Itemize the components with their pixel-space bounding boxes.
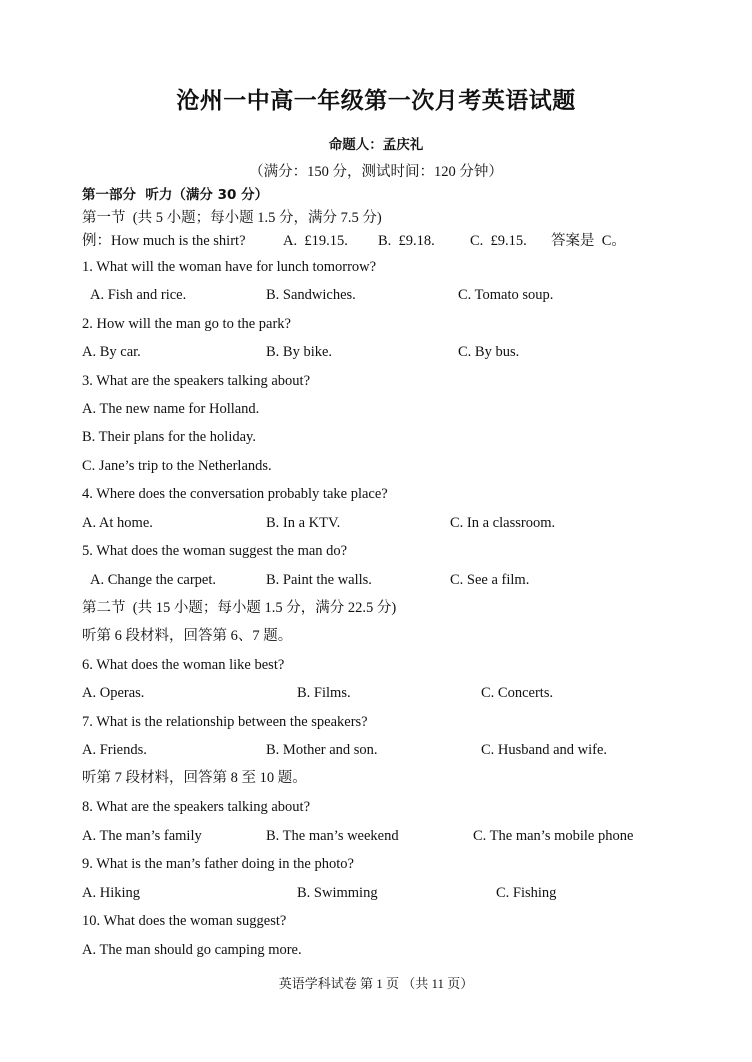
question-6: 6. What does the woman like best? (82, 657, 285, 673)
question-9: 9. What is the man’s father doing in the photo? (82, 856, 354, 872)
q8-option-a: A. The man’s family (82, 828, 202, 844)
example-option-a: A. £19.15. (283, 233, 348, 249)
q4-option-c: C. In a classroom. (450, 515, 556, 531)
q7-option-a: A. Friends. (82, 742, 147, 758)
q6-option-c: C. Concerts. (481, 685, 554, 701)
q8-option-c: C. The man’s mobile phone (473, 828, 634, 844)
q6-option-a: A. Operas. (82, 685, 145, 701)
question-1: 1. What will the woman have for lunch tomorrow? (82, 259, 377, 275)
q2-option-a: A. By car. (82, 344, 141, 360)
q4-option-a: A. At home. (82, 515, 153, 531)
example-option-b: B. £9.18. (378, 233, 435, 249)
question-3: 3. What are the speakers talking about? (82, 373, 311, 389)
section2-heading: 第二节 (共 15 小题；每小题 1.5 分，满分 22.5 分) (82, 600, 397, 616)
q3-option-a: A. The new name for Holland. (82, 401, 260, 417)
q5-option-b: B. Paint the walls. (266, 572, 372, 588)
example-option-c: C. £9.15. (470, 233, 527, 249)
q9-option-b: B. Swimming (297, 885, 378, 901)
q3-option-c: C. Jane’s trip to the Netherlands. (82, 458, 272, 474)
part1-heading: 第一部分 听力（满分 30 分） (82, 187, 269, 203)
q9-option-a: A. Hiking (82, 885, 140, 901)
q4-option-b: B. In a KTV. (266, 515, 341, 531)
page-title: 沧州一中高一年级第一次月考英语试题 (176, 88, 576, 114)
q9-option-c: C. Fishing (496, 885, 557, 901)
q1-option-a: A. Fish and rice. (90, 287, 187, 303)
author-line: 命题人：孟庆礼 (328, 137, 424, 153)
q1-option-b: B. Sandwiches. (266, 287, 356, 303)
question-2: 2. How will the man go to the park? (82, 316, 291, 332)
question-8: 8. What are the speakers talking about? (82, 799, 311, 815)
question-4: 4. Where does the conversation probably take place? (82, 486, 388, 502)
question-5: 5. What does the woman suggest the man do? (82, 543, 348, 559)
section1-heading: 第一节 (共 5 小题；每小题 1.5 分，满分 7.5 分) (82, 210, 382, 226)
example-question: 例：How much is the shirt? (82, 233, 246, 249)
q2-option-c: C. By bus. (458, 344, 520, 360)
exam-meta: （满分：150 分，测试时间：120 分钟） (249, 164, 503, 180)
q10-option-a: A. The man should go camping more. (82, 942, 302, 958)
q2-option-b: B. By bike. (266, 344, 333, 360)
q7-option-b: B. Mother and son. (266, 742, 378, 758)
listen-instruction-6: 听第 6 段材料，回答第 6、7 题。 (82, 628, 293, 644)
page-footer: 英语学科试卷 第 1 页 （共 11 页） (278, 976, 474, 991)
question-10: 10. What does the woman suggest? (82, 913, 287, 929)
q7-option-c: C. Husband and wife. (481, 742, 608, 758)
example-answer: 答案是 C。 (551, 233, 626, 249)
q5-option-a: A. Change the carpet. (90, 572, 217, 588)
question-7: 7. What is the relationship between the speakers? (82, 714, 368, 730)
q3-option-b: B. Their plans for the holiday. (82, 429, 256, 445)
q5-option-c: C. See a film. (450, 572, 530, 588)
q1-option-c: C. Tomato soup. (458, 287, 554, 303)
listen-instruction-7: 听第 7 段材料，回答第 8 至 10 题。 (82, 770, 307, 786)
q8-option-b: B. The man’s weekend (266, 828, 399, 844)
q6-option-b: B. Films. (297, 685, 351, 701)
